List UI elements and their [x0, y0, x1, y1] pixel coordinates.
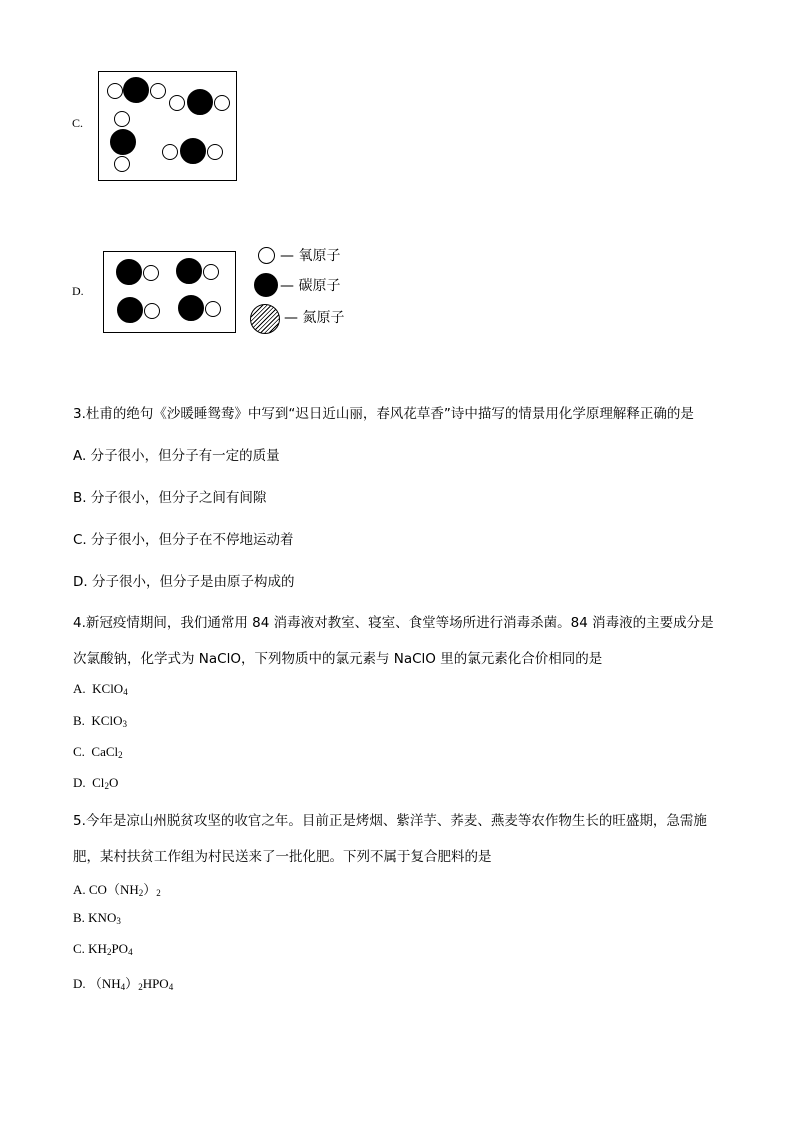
q3-option-a: A. 分子很小，但分子有一定的质量 — [73, 448, 280, 464]
q5-option-c — [73, 941, 133, 957]
q4-option-b-formula: KClO — [91, 713, 123, 728]
q5-option-a-pre: A. CO（NH — [73, 882, 139, 897]
q4-option-b-label: B. — [73, 713, 85, 728]
carbon-atom — [180, 138, 206, 164]
q5-option-b-pre: B. KNO — [73, 910, 117, 925]
legend-nitrogen-atom — [250, 304, 280, 334]
q4-option-c-formula: CaCl — [91, 744, 119, 759]
q5-stem-line2: 肥，某村扶贫工作组为村民送来了一批化肥。下列不属于复合肥料的是 — [73, 849, 492, 865]
oxygen-atom — [107, 83, 123, 99]
oxygen-atom — [205, 301, 221, 317]
q3-stem: 3.杜甫的绝句《沙暖睡鸳鸯》中写到“迟日近山丽，春风花草香”诗中描写的情景用化学原理解释正确的是 — [73, 406, 694, 422]
oxygen-atom — [207, 144, 223, 160]
q4-option-d-label: D. — [73, 775, 86, 790]
q5-option-d-sub2: 2 — [138, 982, 143, 992]
oxygen-atom — [214, 95, 230, 111]
q3-option-c: C. 分子很小，但分子在不停地运动着 — [73, 532, 294, 548]
q5-option-c-sub2: 4 — [128, 947, 133, 957]
carbon-atom — [116, 259, 142, 285]
q5-option-d-sub1: 4 — [120, 982, 126, 992]
legend-oxygen-label: — 氧原子 — [280, 248, 341, 264]
q5-option-d — [73, 973, 173, 992]
legend-carbon-label: — 碳原子 — [280, 278, 341, 294]
legend-nitrogen-label: — 氮原子 — [284, 310, 345, 326]
q4-option-c — [73, 744, 123, 760]
q4-option-b-sub: 3 — [122, 719, 127, 729]
q4-option-d-tail: O — [108, 775, 119, 790]
q5-option-a-sub1: 2 — [138, 888, 144, 898]
q5-option-c-sub1: 2 — [106, 947, 112, 957]
oxygen-atom — [150, 83, 166, 99]
carbon-atom — [187, 89, 213, 115]
q5-option-a — [73, 879, 161, 898]
legend-oxygen-atom — [258, 247, 275, 264]
legend-carbon-atom — [254, 273, 278, 297]
q4-option-a — [73, 681, 128, 697]
q5-option-a-sub2: 2 — [156, 888, 161, 898]
q4-stem-line1: 4.新冠疫情期间，我们通常用 84 消毒液对教室、寝室、食堂等场所进行消毒杀菌。84 消毒液的主要成分是 — [73, 615, 714, 631]
diagram-c-box — [98, 71, 237, 181]
oxygen-atom — [169, 95, 185, 111]
q4-option-c-label: C. — [73, 744, 85, 759]
oxygen-atom — [143, 265, 159, 281]
q4-option-d-sub: 2 — [104, 781, 109, 791]
q5-stem-line1: 5.今年是凉山州脱贫攻坚的收官之年。目前正是烤烟、紫洋芋、荞麦、燕麦等农作物生长的旺盛期，急需施 — [73, 813, 707, 829]
carbon-atom — [117, 297, 143, 323]
option-d-label: D. — [72, 284, 84, 298]
q5-option-d-mid: ） — [125, 976, 139, 991]
option-c-label: C. — [72, 116, 84, 130]
q4-option-c-sub: 2 — [118, 750, 123, 760]
q5-option-a-mid: ） — [143, 882, 157, 897]
oxygen-atom — [144, 303, 160, 319]
carbon-atom — [176, 258, 202, 284]
oxygen-atom — [203, 264, 219, 280]
q4-option-a-formula: KClO — [92, 681, 124, 696]
q5-option-c-pre: C. KH — [73, 941, 107, 956]
oxygen-atom — [114, 156, 130, 172]
q5-option-b-sub: 3 — [116, 916, 121, 926]
q4-option-d-formula: Cl — [92, 775, 105, 790]
q5-option-c-mid: PO — [111, 941, 129, 956]
oxygen-atom — [114, 111, 130, 127]
q5-option-b — [73, 910, 121, 926]
q5-option-d-tail: HPO — [142, 976, 169, 991]
carbon-atom — [123, 77, 149, 103]
q3-option-b: B. 分子很小，但分子之间有间隙 — [73, 490, 267, 506]
q4-option-a-sub: 4 — [123, 687, 128, 697]
q4-stem-line2: 次氯酸钠，化学式为 NaClO，下列物质中的氯元素与 NaClO 里的氯元素化合价相同的是 — [73, 651, 603, 667]
q4-option-d — [73, 775, 118, 791]
diagram-d-box — [103, 251, 236, 333]
carbon-atom — [110, 129, 136, 155]
oxygen-atom — [162, 144, 178, 160]
carbon-atom — [178, 295, 204, 321]
q3-option-d: D. 分子很小，但分子是由原子构成的 — [73, 574, 295, 590]
q5-option-d-sub3: 4 — [168, 982, 174, 992]
q4-option-a-label: A. — [73, 681, 86, 696]
q5-option-d-pre: D. （NH — [73, 976, 121, 991]
q4-option-b — [73, 713, 127, 729]
